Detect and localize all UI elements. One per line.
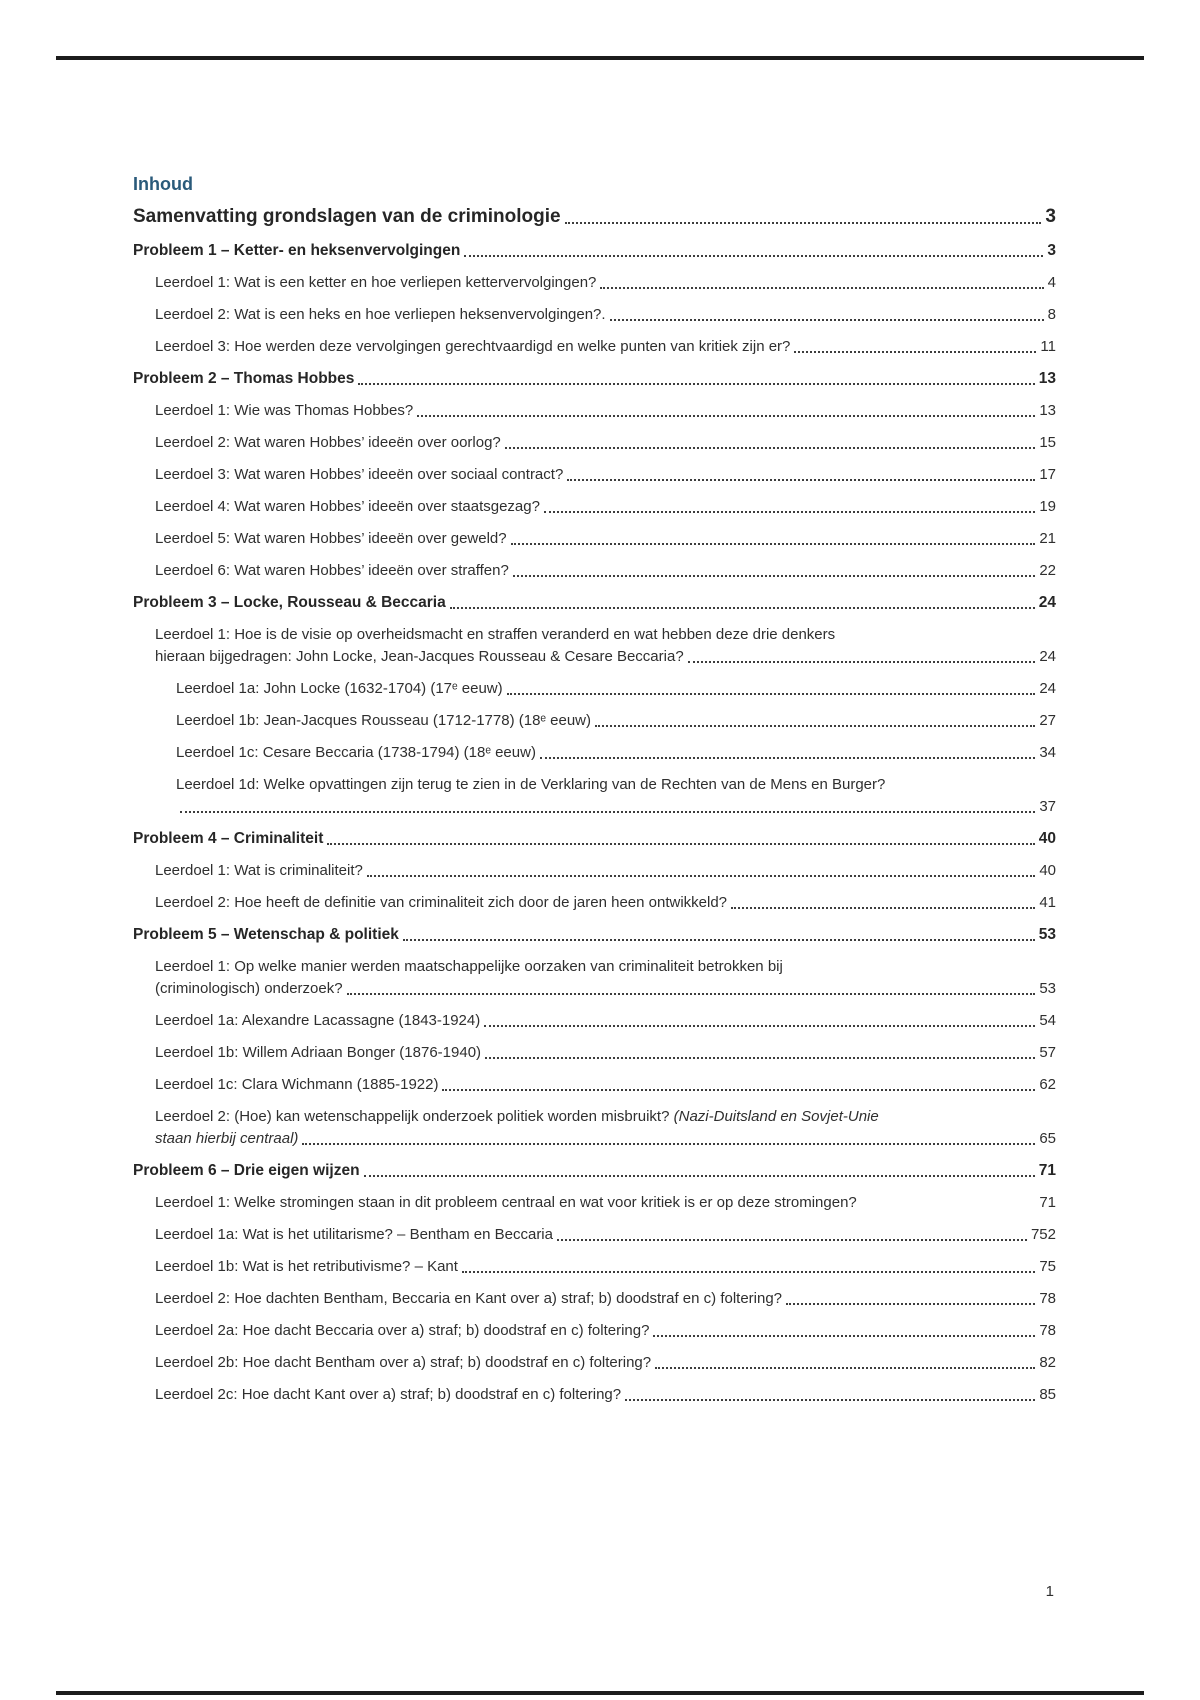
toc-entry-page: 65 (1039, 1130, 1056, 1147)
toc-entry-title: Leerdoel 1: Wie was Thomas Hobbes? (155, 402, 414, 419)
toc-entry-title-line1: Leerdoel 1d: Welke opvattingen zijn terug te zien in de Verklaring van de Rechten van de Mens en Burger? (176, 776, 886, 793)
dot-leader (655, 1367, 1035, 1369)
toc-entry-title: Leerdoel 2c: Hoe dacht Kant over a) straf; b) doodstraf en c) foltering? (155, 1386, 622, 1403)
toc-entry-page: 19 (1039, 498, 1056, 515)
toc-entry (133, 1192, 1056, 1213)
toc-entry-title-line2: hieraan bijgedragen: John Locke, Jean-Jacques Rousseau & Cesare Beccaria? (155, 648, 684, 665)
dot-leader (567, 479, 1035, 481)
toc-entry (133, 1288, 1056, 1309)
table-of-contents (133, 174, 1056, 1416)
toc-entry-title: Leerdoel 1a: Alexandre Lacassagne (1843-1924) (155, 1012, 481, 1029)
toc-entry-page: 13 (1039, 402, 1056, 419)
toc-entry (133, 1042, 1056, 1063)
page-number-footer: 1 (1045, 1583, 1054, 1600)
toc-entry-title: Probleem 5 – Wetenschap & politiek (133, 926, 399, 943)
toc-entry (133, 624, 1056, 667)
toc-entry (133, 828, 1056, 849)
toc-entry (133, 496, 1056, 517)
page-top-rule (56, 56, 1144, 60)
toc-entry (133, 368, 1056, 389)
toc-entry (133, 560, 1056, 581)
toc-entry-page: 24 (1039, 648, 1056, 665)
toc-entry-page: 78 (1039, 1322, 1056, 1339)
toc-entry-page: 54 (1039, 1012, 1056, 1029)
toc-entry (133, 1384, 1056, 1405)
toc-entry-page: 34 (1039, 744, 1056, 761)
toc-entry-title-line1: Leerdoel 1: Op welke manier werden maatschappelijke oorzaken van criminaliteit betrokken bij (155, 958, 783, 975)
toc-entry-page: 17 (1039, 466, 1056, 483)
dot-leader (595, 725, 1035, 727)
dot-leader (565, 222, 1042, 224)
dot-leader (364, 1175, 1035, 1177)
toc-entry-page: 13 (1038, 370, 1056, 387)
toc-entry-page: 85 (1039, 1386, 1056, 1403)
toc-entry-title: Probleem 4 – Criminaliteit (133, 830, 324, 847)
toc-entry (133, 205, 1056, 229)
toc-entry (133, 1074, 1056, 1095)
toc-entry (133, 1256, 1056, 1277)
toc-entry (133, 924, 1056, 945)
dot-leader (180, 811, 1035, 813)
toc-entry-page: 24 (1038, 594, 1056, 611)
toc-entry-page: 53 (1038, 926, 1056, 943)
dot-leader (403, 939, 1035, 941)
toc-entry-page: 71 (1039, 1194, 1056, 1211)
dot-leader (442, 1089, 1035, 1091)
toc-entry (133, 240, 1056, 261)
toc-entry-title: Leerdoel 1b: Willem Adriaan Bonger (1876-1940) (155, 1044, 482, 1061)
toc-entry-page: 57 (1039, 1044, 1056, 1061)
toc-entry-title: Leerdoel 6: Wat waren Hobbes’ ideeën over straffen? (155, 562, 509, 579)
toc-entry-page: 41 (1039, 894, 1056, 911)
toc-entry-title: Leerdoel 5: Wat waren Hobbes’ ideeën over geweld? (155, 530, 507, 547)
toc-entry-page: 75 (1039, 1258, 1056, 1275)
page-bottom-rule (56, 1691, 1144, 1695)
toc-entry (133, 304, 1056, 325)
toc-entry-title: Leerdoel 1: Wat is criminaliteit? (155, 862, 363, 879)
toc-entry-title: Leerdoel 2a: Hoe dacht Beccaria over a) straf; b) doodstraf en c) foltering? (155, 1322, 650, 1339)
toc-entry-page: 62 (1039, 1076, 1056, 1093)
toc-entry-title: Leerdoel 2b: Hoe dacht Bentham over a) straf; b) doodstraf en c) foltering? (155, 1354, 652, 1371)
dot-leader (544, 511, 1035, 513)
toc-entry (133, 336, 1056, 357)
dot-leader (600, 287, 1043, 289)
toc-entry-title-line1: Leerdoel 1: Hoe is de visie op overheidsmacht en straffen veranderd en wat hebben deze drie denkers (155, 626, 836, 643)
toc-entry (133, 432, 1056, 453)
toc-entry-page: 22 (1039, 562, 1056, 579)
dot-leader (484, 1025, 1035, 1027)
toc-entry (133, 464, 1056, 485)
toc-entry-title: Probleem 6 – Drie eigen wijzen (133, 1162, 360, 1179)
dot-leader (485, 1057, 1035, 1059)
toc-entry (133, 272, 1056, 293)
toc-entry-title: Leerdoel 2: Wat is een heks en hoe verliepen heksenvervolgingen?. (155, 306, 606, 323)
toc-heading: Inhoud (133, 174, 193, 194)
dot-leader (511, 543, 1036, 545)
toc-entry-page: 8 (1047, 306, 1056, 323)
toc-entry-page: 37 (1039, 798, 1056, 815)
dot-leader (507, 693, 1036, 695)
toc-entry-page: 3 (1045, 206, 1056, 227)
dot-leader (462, 1271, 1035, 1273)
toc-entry-page: 53 (1039, 980, 1056, 997)
toc-entry-title-italic: (Nazi-Duitsland en Sovjet-Unie (673, 1108, 879, 1125)
dot-leader (557, 1239, 1027, 1241)
dot-leader (540, 757, 1035, 759)
toc-entry-page: 40 (1039, 862, 1056, 879)
toc-entry-title: Leerdoel 1c: Clara Wichmann (1885-1922) (155, 1076, 439, 1093)
dot-leader (327, 843, 1034, 845)
toc-entry (133, 1010, 1056, 1031)
toc-entry-title: Leerdoel 1a: John Locke (1632-1704) (17ᵉ eeuw) (176, 680, 503, 697)
dot-leader (653, 1335, 1035, 1337)
toc-entry-title: Leerdoel 1b: Jean-Jacques Rousseau (1712-1778) (18ᵉ eeuw) (176, 712, 592, 729)
toc-entry (133, 742, 1056, 763)
toc-entry-title: Samenvatting grondslagen van de criminologie (133, 206, 561, 227)
toc-entry-title: Leerdoel 1: Wat is een ketter en hoe verliepen kettervervolgingen? (155, 274, 597, 291)
toc-entry (133, 892, 1056, 913)
toc-entry-page: 24 (1039, 680, 1056, 697)
toc-entry-title: Leerdoel 1b: Wat is het retributivisme? – Kant (155, 1258, 458, 1275)
toc-entry-page: 27 (1039, 712, 1056, 729)
toc-entry-title: Probleem 2 – Thomas Hobbes (133, 370, 355, 387)
toc-entry-title: Leerdoel 3: Wat waren Hobbes’ ideeën over sociaal contract? (155, 466, 564, 483)
toc-entry (133, 1224, 1056, 1245)
toc-entry (133, 956, 1056, 999)
toc-entry (133, 1106, 1056, 1149)
toc-entry-page: 3 (1047, 242, 1056, 259)
toc-entry-page: 78 (1039, 1290, 1056, 1307)
toc-entry (133, 860, 1056, 881)
dot-leader (731, 907, 1035, 909)
toc-entry-title: Leerdoel 2: Hoe heeft de definitie van criminaliteit zich door de jaren heen ontwikkeld? (155, 894, 728, 911)
toc-entry-page: 752 (1030, 1226, 1056, 1243)
dot-leader (367, 875, 1035, 877)
dot-leader (417, 415, 1035, 417)
toc-entry (133, 678, 1056, 699)
toc-entry-title: Leerdoel 2: Wat waren Hobbes’ ideeën over oorlog? (155, 434, 501, 451)
toc-entry-title: Leerdoel 2: Hoe dachten Bentham, Beccaria en Kant over a) straf; b) doodstraf en c) foltering? (155, 1290, 783, 1307)
dot-leader (786, 1303, 1035, 1305)
toc-entry-title: Probleem 1 – Ketter- en heksenvervolgingen (133, 242, 461, 259)
toc-entry (133, 528, 1056, 549)
toc-entry-title-line1: Leerdoel 2: (Hoe) kan wetenschappelijk onderzoek politiek worden misbruikt? (155, 1108, 670, 1125)
toc-entry-title: Leerdoel 1: Welke stromingen staan in dit probleem centraal en wat voor kritiek is er op deze stromingen? (155, 1194, 857, 1211)
toc-entry-title: Leerdoel 1c: Cesare Beccaria (1738-1794) (18ᵉ eeuw) (176, 744, 536, 761)
toc-entry-title: Leerdoel 1a: Wat is het utilitarisme? – Bentham en Beccaria (155, 1226, 553, 1243)
toc-entry (133, 592, 1056, 613)
toc-entry-title: Leerdoel 3: Hoe werden deze vervolgingen gerechtvaardigd en welke punten van kritiek zijn er? (155, 338, 791, 355)
dot-leader (347, 993, 1036, 995)
toc-entry (133, 1352, 1056, 1373)
toc-entry (133, 710, 1056, 731)
toc-entry-page: 40 (1038, 830, 1056, 847)
dot-leader (513, 575, 1035, 577)
dot-leader (450, 607, 1035, 609)
toc-entry (133, 1160, 1056, 1181)
toc-entry (133, 400, 1056, 421)
toc-entry-page: 82 (1039, 1354, 1056, 1371)
toc-entry (133, 774, 1056, 817)
toc-entry-title: Probleem 3 – Locke, Rousseau & Beccaria (133, 594, 446, 611)
dot-leader (610, 319, 1044, 321)
toc-entry-page: 21 (1039, 530, 1056, 547)
dot-leader (625, 1399, 1035, 1401)
toc-entry (133, 1320, 1056, 1341)
dot-leader (794, 351, 1036, 353)
dot-leader (464, 255, 1043, 257)
dot-leader (505, 447, 1036, 449)
toc-entry-page: 11 (1040, 338, 1056, 355)
dot-leader (358, 383, 1034, 385)
toc-entry-page: 71 (1038, 1162, 1056, 1179)
toc-entry-page: 4 (1047, 274, 1056, 291)
toc-entry-page: 15 (1039, 434, 1056, 451)
dot-leader (688, 661, 1036, 663)
toc-entry-title: Leerdoel 4: Wat waren Hobbes’ ideeën over staatsgezag? (155, 498, 540, 515)
toc-entry-title-line2: (criminologisch) onderzoek? (155, 980, 343, 997)
toc-entry-title-line2: staan hierbij centraal) (155, 1130, 299, 1147)
dot-leader (302, 1143, 1035, 1145)
